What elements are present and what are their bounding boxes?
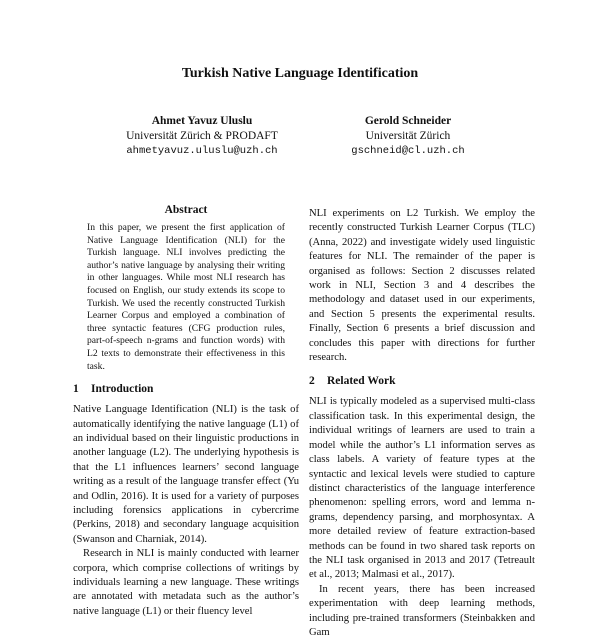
section-heading-related-work [309, 375, 535, 387]
paragraph: Research in NLI is mainly conducted with learner corpora, which comprise collections of writings by individuals learning a new language. These writings are annotated with metadata such as the author’s native language (L1) or their fluency level [73, 548, 299, 617]
left-column [73, 204, 299, 619]
section-title: Related Work [327, 375, 396, 388]
section-title: Introduction [91, 383, 154, 396]
paragraph: Native Language Identification (NLI) is the task of automatically identifying the native language (L1) of an individual based on their linguistic productions in another language (L2). The underlying hypothesis is that the L1 influences learners’ second language writing as a result of the language transfer effect (Yu and Odlin, 2016). It is used for a variety of purposes including forensics applications in cybercrime (Perkins, 2018) and secondary language acquisition (Swanson and Charniak, 2014). [73, 404, 299, 545]
author-email: ahmetyavuz.uluslu@uzh.ch [126, 145, 278, 157]
author-block-2 [308, 114, 508, 159]
section-number: 1 [73, 383, 79, 396]
author-name: Gerold Schneider [364, 115, 452, 127]
section-heading-introduction [73, 383, 299, 395]
section-number: 2 [309, 375, 315, 388]
author-name: Ahmet Yavuz Uluslu [151, 115, 253, 127]
author-email: gschneid@cl.uzh.ch [351, 145, 465, 157]
paper-title: Turkish Native Language Identification [181, 66, 419, 81]
author-affiliation: Universität Zürich [365, 130, 451, 142]
right-column [309, 207, 535, 640]
author-block-1 [102, 114, 302, 159]
paragraph: NLI is typically modeled as a supervised multi-class classification task. In this experimental design, the individual writings of learners are used to train a model while the author’s L1 information serves as class labels. A variety of feature types at the syntactic and lexical levels were studied to capture distinct characteristics of the language interference phenomenon: spelling errors, word and lemma n-grams, dependency parsing, and morphosyntax. A more detailed review of feature extraction-based methods can be found in two shared task reports on the NLI task organised in 2013 and 2017 (Tetreault et al., 2013; Malmasi et al., 2017). [309, 396, 535, 581]
author-affiliation: Universität Zürich & PRODAFT [126, 130, 278, 142]
paragraph: In recent years, there has been increased experimentation with deep learning methods, including pre-trained transformers (Steinbakken and Gam [309, 583, 535, 638]
abstract-text: In this paper, we present the first application of Native Language Identification (NLI) for the Turkish language. NLI involves predicting the author’s native language by analysing their writing in other languages. While most NLI research has focused on English, our study extends its scope to Turkish. We used the recently constructed Turkish Learner Corpus and employed a combination of three syntactic features (CFG production rules, part-of-speech n-grams and function words) with L2 texts to demonstrate their effectiveness in this task. [87, 222, 285, 372]
paragraph: NLI experiments on L2 Turkish. We employ the recently constructed Turkish Learner Corpus (TLC) (Anna, 2022) and investigate widely used linguistic features for NLI. The remainder of the paper is organised as follows: Section 2 discusses related work in NLI, Section 3 and 4 describes the methodology and dataset used in our experiments, and Section 5 presents the experimental results. Finally, Section 6 presents a brief discussion and concludes this paper with directions for further research. [309, 208, 535, 364]
abstract-heading: Abstract [164, 204, 208, 216]
